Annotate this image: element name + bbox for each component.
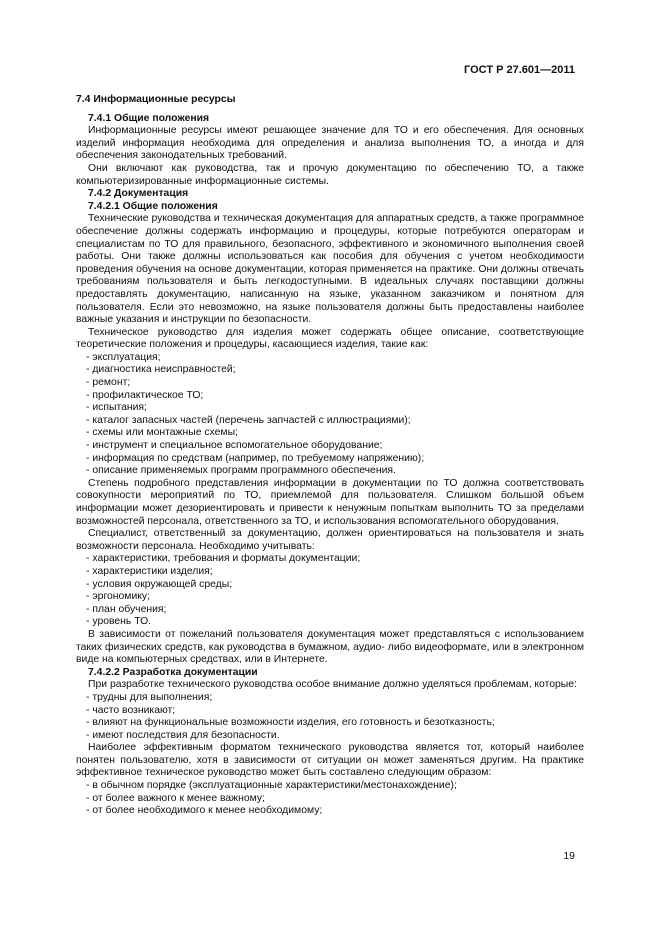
list-item: - диагностика неисправностей; bbox=[86, 364, 584, 377]
bullet-list bbox=[76, 692, 584, 742]
list-item: - план обучения; bbox=[86, 604, 584, 617]
list-item: - профилактическое ТО; bbox=[86, 390, 584, 403]
paragraph: Специалист, ответственный за документацию, должен ориентироваться на пользователя и знать возможности персонала. Необходимо учитывать: bbox=[76, 528, 584, 552]
bullet-list bbox=[76, 780, 584, 818]
list-item: - в обычном порядке (эксплуатационные характеристики/местонахождение); bbox=[86, 780, 584, 793]
list-item: - информация по средствам (например, по требуемому напряжению); bbox=[86, 453, 584, 466]
document-code: ГОСТ Р 27.601—2011 bbox=[464, 64, 575, 76]
list-item: - от более необходимого к менее необходимому; bbox=[86, 805, 584, 818]
list-item: - испытания; bbox=[86, 402, 584, 415]
list-item: - описание применяемых программ программного обеспечения. bbox=[86, 465, 584, 478]
paragraph: Техническое руководство для изделия может содержать общее описание, соответствующие теоретические положения и процедуры, касающиеся изделия, такие как: bbox=[76, 326, 584, 351]
page-number: 19 bbox=[563, 850, 575, 862]
section-heading-7-4-2-1: 7.4.2.1 Общие положения bbox=[88, 200, 218, 212]
paragraph: При разработке технического руководства особое внимание должно уделяться проблемам, которые: bbox=[88, 679, 577, 691]
list-item: - характеристики изделия; bbox=[86, 566, 584, 579]
list-item: - ремонт; bbox=[86, 377, 584, 390]
section-heading-7-4-2: 7.4.2 Документация bbox=[88, 188, 189, 200]
section-heading-7-4: 7.4 Информационные ресурсы bbox=[76, 94, 236, 105]
paragraph: Степень подробного представления информации в документации по ТО должна соответствовать совокупности мероприятий по ТО, приемлемой для пользователя. Слишком большой объем информации может дезориентировать и привести к ненужным попыткам выполнить ТО за пределами возможностей персонала, ответственного за ТО, и использования вспомогательного оборудования. bbox=[76, 477, 584, 527]
section-heading-7-4-1: 7.4.1 Общие положения bbox=[88, 112, 210, 124]
bullet-list bbox=[76, 553, 584, 629]
bullet-list bbox=[76, 352, 584, 478]
list-item: - схемы или монтажные схемы; bbox=[86, 427, 584, 440]
page-content bbox=[76, 94, 584, 818]
list-item: - от более важного к менее важному; bbox=[86, 793, 584, 806]
paragraph: Они включают как руководства, так и прочую документацию по обеспечению ТО, а также компьютеризированные информационные системы. bbox=[76, 162, 584, 187]
paragraph: Наиболее эффективным форматом технического руководства является тот, который наиболее понятен пользователю, хотя в зависимости от ситуации он может заменяться другим. На практике эффективное техническое руководство может быть составлено следующим образом: bbox=[76, 742, 584, 779]
list-item: - характеристики, требования и форматы документации; bbox=[86, 553, 584, 566]
section-heading-7-4-2-2: 7.4.2.2 Разработка документации bbox=[88, 666, 258, 678]
list-item: - трудны для выполнения; bbox=[86, 692, 584, 705]
list-item: - уровень ТО. bbox=[86, 616, 584, 629]
list-item: - эксплуатация; bbox=[86, 352, 584, 365]
paragraph: Информационные ресурсы имеют решающее значение для ТО и его обеспечения. Для основных изделий информация необходима для определения и анализа выполнения ТО, а иногда и для обеспечения законодательных требований. bbox=[76, 125, 584, 162]
list-item: - имеют последствия для безопасности. bbox=[86, 730, 584, 743]
paragraph: В зависимости от пожеланий пользователя документация может представляться с использованием таких физических средств, как руководства в бумажном, аудио- либо видеоформате, или в электронном виде на компьютерных средствах, или в Интернете. bbox=[76, 628, 584, 666]
list-item: - каталог запасных частей (перечень запчастей с иллюстрациями); bbox=[86, 415, 584, 428]
list-item: - инструмент и специальное вспомогательное оборудование; bbox=[86, 440, 584, 453]
paragraph: Технические руководства и техническая документация для аппаратных средств, а также программное обеспечение должны содержать информацию и процедуры, которые потребуются операторам и специалистам по ТО для правильного, безопасного, эффективного и экономичного выполнения своей работы. Они также должны использоваться как пособия для обучения с учетом необходимости проведения обучения на основе документации, которая применяется на практике. Они должны отвечать требованиям пользователя и быть легкодоступными. В идеальных случаях поставщики должны предоставлять документацию, написанную на языке, указанном заказчиком и понятном для пользователя. Если это невозможно, на языке пользователя должны быть предоставлены наиболее важные указания и инструкции по безопасности. bbox=[76, 213, 584, 326]
list-item: - часто возникают; bbox=[86, 705, 584, 718]
list-item: - влияют на функциональные возможности изделия, его готовность и безотказность; bbox=[86, 717, 584, 730]
list-item: - условия окружающей среды; bbox=[86, 579, 584, 592]
list-item: - эргономику; bbox=[86, 591, 584, 604]
